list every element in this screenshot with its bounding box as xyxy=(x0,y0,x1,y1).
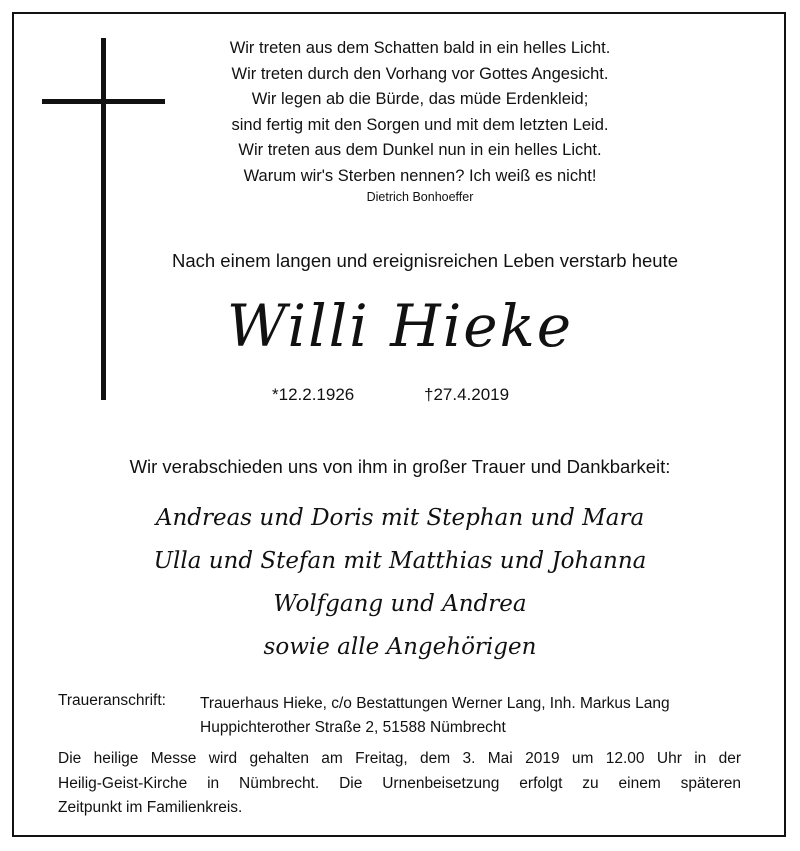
mourners-list xyxy=(60,497,740,669)
poem-author: Dietrich Bonhoeffer xyxy=(366,190,474,204)
mourner-line: Andreas und Doris mit Stephan und Mara xyxy=(155,505,645,531)
poem-line: Wir legen ab die Bürde, das müde Erdenkleid; xyxy=(251,90,589,108)
address-label: Traueranschrift: xyxy=(58,692,166,709)
address-block xyxy=(200,692,670,740)
birth-date: *12.2.1926 xyxy=(272,385,355,404)
mass-notice-line: Heilig-Geist-Kirche in Nümbrecht. Die Urnenbeisetzung erfolgt zu einem späteren xyxy=(58,774,741,792)
intro-text: Nach einem langen und ereignisreichen Leben verstarb heute xyxy=(171,250,678,271)
mass-notice-line: Zeitpunkt im Familienkreis. xyxy=(58,799,243,816)
cross-horizontal-bar xyxy=(42,99,165,104)
death-date: †27.4.2019 xyxy=(424,385,510,404)
mourner-line: sowie alle Angehörigen xyxy=(263,634,537,660)
poem-line: Warum wir's Sterben nennen? Ich weiß es nicht! xyxy=(243,166,597,185)
address-line: Huppichterother Straße 2, 51588 Nümbrecht xyxy=(200,719,506,736)
poem xyxy=(210,36,630,189)
mourner-line: Ulla und Stefan mit Matthias und Johanna xyxy=(153,548,647,574)
farewell-text: Wir verabschieden uns von ihm in großer Trauer und Dankbarkeit: xyxy=(129,456,671,477)
mass-notice-line: Die heilige Messe wird gehalten am Freitag, dem 3. Mai 2019 um 12.00 Uhr in der xyxy=(58,750,741,767)
poem-line: Wir treten aus dem Dunkel nun in ein helles Licht. xyxy=(238,141,602,159)
address-line: Trauerhaus Hieke, c/o Bestattungen Werner Lang, Inh. Markus Lang xyxy=(200,695,670,712)
mass-notice xyxy=(58,747,741,821)
cross-vertical-bar xyxy=(101,38,106,400)
deceased-name: Willi Hieke xyxy=(226,292,574,360)
poem-line: Wir treten durch den Vorhang vor Gottes Angesicht. xyxy=(231,64,609,83)
mourner-line: Wolfgang und Andrea xyxy=(273,591,527,617)
poem-line: Wir treten aus dem Schatten bald in ein helles Licht. xyxy=(229,39,611,57)
poem-line: sind fertig mit den Sorgen und mit dem letzten Leid. xyxy=(231,115,609,134)
